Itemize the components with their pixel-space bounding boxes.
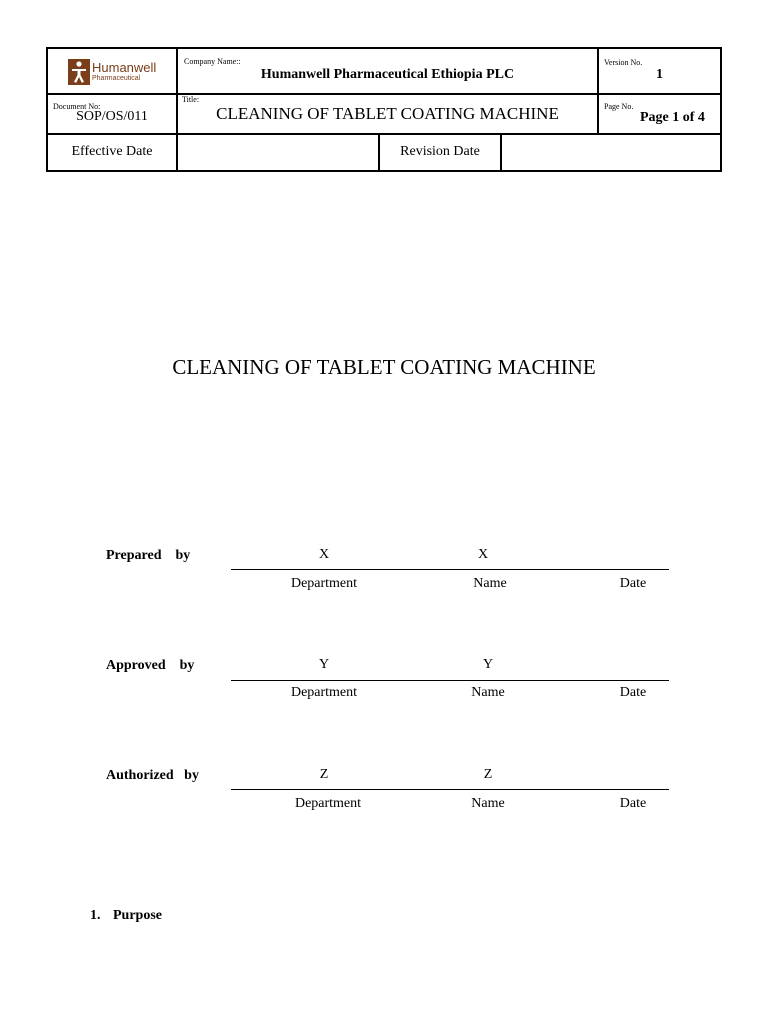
header-divider — [48, 93, 720, 95]
document-number-label: Document No: — [53, 102, 101, 111]
title-label: Title: — [182, 95, 200, 104]
version-value: 1 — [656, 67, 663, 82]
signature-line — [231, 789, 669, 790]
date-column-label: Date — [619, 576, 647, 591]
approved-department-value: Y — [318, 657, 330, 672]
department-column-label: Department — [294, 796, 362, 811]
date-column-label: Date — [619, 685, 647, 700]
name-column-label: Name — [471, 796, 505, 811]
version-label: Version No. — [604, 58, 643, 67]
name-column-label: Name — [471, 685, 505, 700]
approved-name-value: Y — [482, 657, 494, 672]
logo-name: Humanwell — [92, 60, 157, 75]
prepared-department-value: X — [318, 547, 330, 562]
section-title: Purpose — [113, 908, 162, 923]
company-name-label: Company Name:: — [184, 57, 241, 66]
effective-date-label: Effective Date — [71, 144, 153, 159]
department-column-label: Department — [290, 685, 358, 700]
department-column-label: Department — [290, 576, 358, 591]
prepared-by-label: Prepared by  — [106, 548, 202, 563]
approved-by-label: Approved by  — [106, 658, 206, 673]
header-divider — [500, 133, 502, 170]
revision-date-label: Revision Date — [400, 144, 480, 159]
signature-line — [231, 569, 669, 570]
prepared-name-value: X — [477, 547, 489, 562]
logo-subtitle: Pharmaceutical — [92, 75, 141, 82]
header-divider — [597, 49, 599, 133]
section-number: 1. — [90, 908, 101, 923]
signature-line — [231, 680, 669, 681]
header-divider — [48, 133, 720, 135]
company-name: Humanwell Pharmaceutical Ethiopia PLC — [260, 67, 515, 82]
date-column-label: Date — [619, 796, 647, 811]
document-number: SOP/OS/011 — [76, 109, 148, 124]
page-number-label: Page No. — [604, 102, 634, 111]
page-number: Page 1 of 4 — [640, 110, 705, 125]
authorized-name-value: Z — [483, 767, 493, 782]
humanwell-logo-icon — [68, 59, 90, 85]
name-column-label: Name — [473, 576, 507, 591]
authorized-department-value: Z — [319, 767, 329, 782]
document-header-table — [46, 47, 722, 172]
header-title: CLEANING OF TABLET COATING MACHINE — [216, 104, 559, 123]
authorized-by-label: Authorized by  — [106, 768, 210, 783]
company-logo — [68, 59, 158, 87]
document-title: CLEANING OF TABLET COATING MACHINE — [172, 355, 596, 379]
